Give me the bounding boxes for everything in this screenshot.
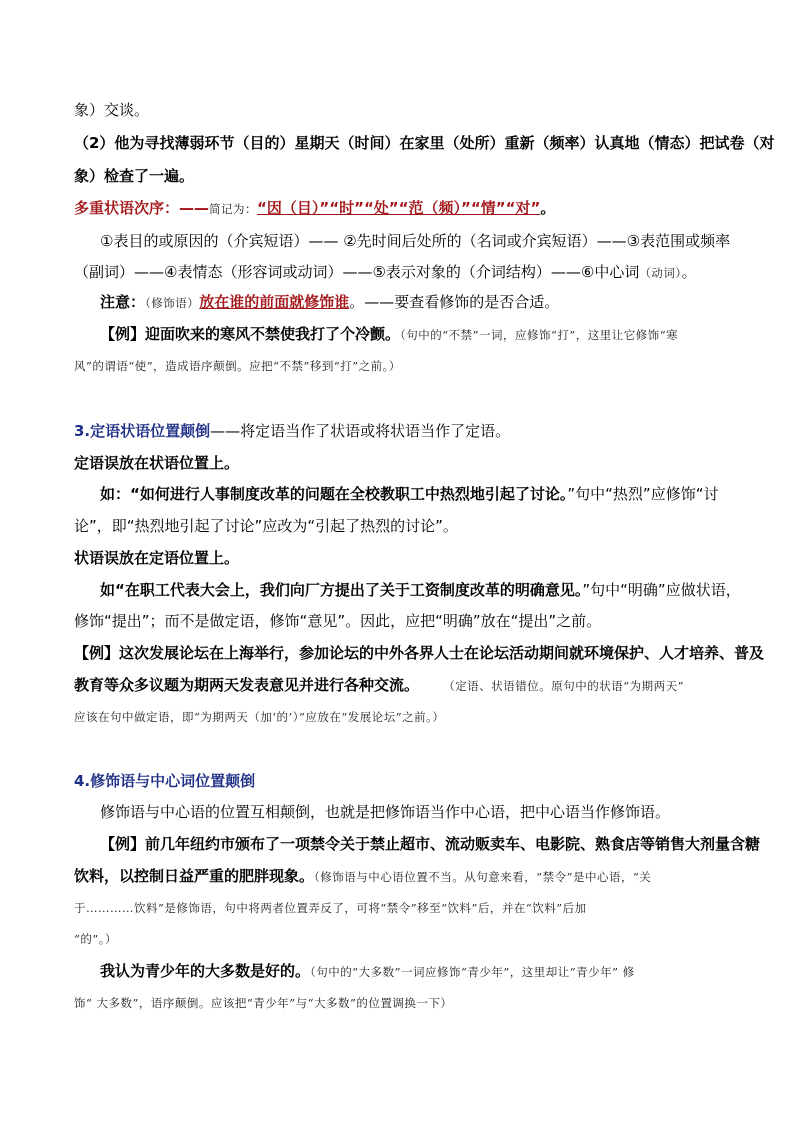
section-3-heading (74, 421, 510, 441)
example-forum-line-3: 应该在句中做定语，即“为期两天（加‘的’）”应放在“发展论坛”之前。） (74, 710, 445, 724)
punct: 。 (681, 263, 697, 281)
mnemonic-note: 简记为： (209, 202, 258, 216)
adverbial-order-line (74, 198, 555, 219)
example-forum-line-2 (74, 675, 684, 696)
paragraph-1-line-2: 论”，即“热烈地引起了讨论”应改为“引起了热烈的讨论”。 (74, 517, 458, 535)
paragraph-2-explain: ”句中“明确”应做状语， (582, 581, 741, 599)
example-forum-sentence: 教育等众多议题为期两天发表意见并进行各种交流。 (74, 676, 420, 694)
order-rule-text: （副词）——④表情态（形容词或动词）——⑤表示对象的（介词结构）——⑥中心词 (74, 263, 640, 281)
example-nyc-sentence: 饮料，以控制日益严重的肥胖现象。 (74, 867, 315, 885)
example-cold-wind-sentence: 【例】迎面吹来的寒风不禁使我打了个冷颤。 (100, 325, 401, 343)
example-nyc-line-3: 于…………饮料”是修饰语，句中将两者位置弄反了，可将“禁令”移至“饮料”后，并在“饮料”后加 (74, 901, 587, 915)
order-rule-note: （动词） (639, 266, 682, 280)
paragraph-1-line-1 (100, 484, 718, 504)
example-nyc-note: （修饰语与中心语位置不当。从句意来看，“禁令”是中心语，“关 (314, 870, 652, 884)
example-2-line-2: 象）检查了一遍。 (74, 167, 195, 185)
example-cold-wind-line-2: 风”的谓语“使”，造成语序颠倒。应把“不禁”移到“打”之前。） (74, 359, 401, 373)
order-rule-line-2 (74, 262, 697, 283)
section-4-heading (74, 771, 255, 791)
note-rule: 放在谁的前面就修饰谁 (199, 293, 350, 311)
example-2-line-1: （2）他为寻找薄弱环节（目的）星期天（时间）在家里（处所）重新（频率）认真地（情态）把试卷（对 (74, 134, 775, 152)
paragraph-2-line-2: 修饰“提出”；而不是做定语，修饰“意见”。因此，应把“明确”放在“提出”之前。 (74, 612, 602, 630)
subheading-adverbial-as-attr: 状语误放在定语位置上。 (74, 549, 240, 567)
adverbial-order-label: 多重状语次序：—— (74, 199, 210, 217)
section-4-title: 4.修饰语与中心词位置颠倒 (74, 772, 256, 790)
example-youth-line-1 (100, 961, 635, 982)
note-line (100, 292, 559, 313)
example-forum-note: （定语、状语错位。原句中的状语“为期两天” (449, 679, 685, 693)
order-rule-line-1: ①表目的或原因的（介宾短语）—— ②先时间后处所的（名词或介宾短语）——③表范围或频率 (100, 232, 731, 250)
punct: 。 (540, 199, 556, 217)
paragraph-1-explain: ”句中“热烈”应修饰“讨 (567, 485, 719, 503)
subheading-attr-as-adverbial: 定语误放在状语位置上。 (74, 454, 240, 472)
mnemonic-formula: “因（目）”“时”“处”“范（频）”“情”“对” (257, 199, 541, 217)
example-nyc-line-2 (74, 866, 651, 887)
paragraph-2-line-1 (100, 580, 741, 600)
paragraph-3: 修饰语与中心语的位置互相颠倒，也就是把修饰语当作中心语，把中心语当作修饰语。 (100, 803, 671, 821)
example-nyc-line-1: 【例】前几年纽约市颁布了一项禁令关于禁止超市、流动贩卖车、电影院、熟食店等销售大剂量含糖 (100, 835, 761, 853)
paragraph-2-sentence: 如“在职工代表大会上，我们向厂方提出了关于工资制度改革的明确意见。 (100, 581, 583, 599)
paragraph-1-sentence: 如：“如何进行人事制度改革的问题在全校教职工中热烈地引起了讨论。 (100, 485, 568, 503)
example-forum-line-1: 【例】这次发展论坛在上海举行，参加论坛的中外各界人士在论坛活动期间就环境保护、人才培养、普及 (74, 644, 765, 662)
section-3-desc: ——将定语当作了状语或将状语当作了定语。 (210, 422, 511, 440)
note-modifier: （修饰语） (145, 296, 200, 310)
example-cold-wind-line-1 (100, 324, 678, 345)
section-3-title: 3.定语状语位置颠倒 (74, 422, 211, 440)
example-youth-sentence: 我认为青少年的大多数是好的。 (100, 962, 311, 980)
note-label: 注意： (100, 293, 146, 311)
example-nyc-line-4: “的”。） (74, 932, 118, 946)
text-line-1: 象）交谈。 (74, 101, 150, 119)
example-youth-line-2: 饰“ 大多数”，语序颠倒。应该把“青少年”与“大多数”的位置调换一下） (74, 996, 453, 1010)
note-tail: 。——要查看修饰的是否合适。 (349, 293, 560, 311)
example-cold-wind-note: （句中的“不禁”一词，应修饰“打”，这里让它修饰“寒 (400, 328, 679, 342)
example-youth-note: （句中的“大多数”一词应修饰“青少年”，这里却让“青少年” 修 (310, 965, 635, 979)
